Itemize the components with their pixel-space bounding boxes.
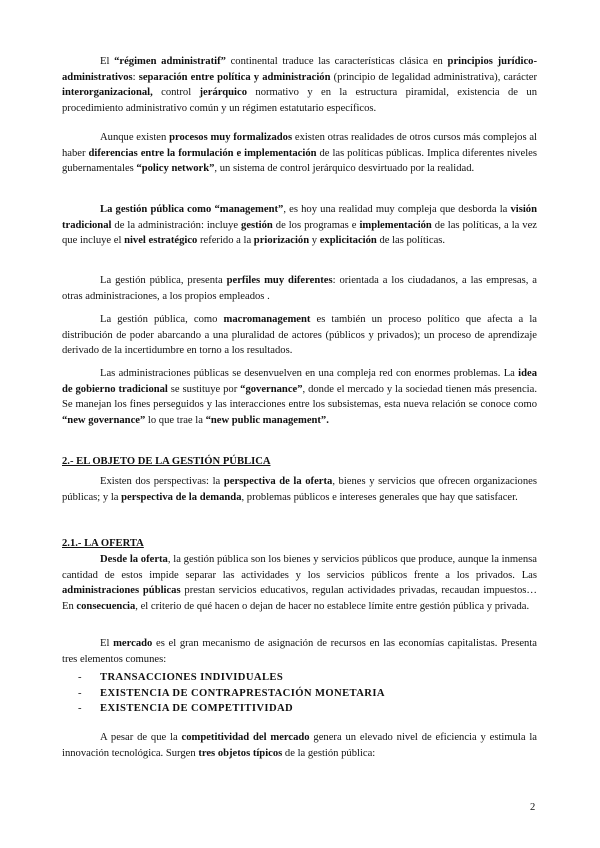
list-item-text: EXISTENCIA DE COMPETITIVIDAD xyxy=(100,703,294,714)
bold-text-run: procesos muy formalizados xyxy=(169,132,293,143)
text-run: control xyxy=(152,87,200,98)
list-item xyxy=(78,701,385,717)
text-run: normativo y en la estructura piramidal, existencia de un procedimiento administrativo común y un régimen estatutario específicos. xyxy=(62,87,537,114)
paragraph-gestion-management xyxy=(62,202,537,249)
list-dash: - xyxy=(78,687,82,699)
text-run: La gestión pública, como xyxy=(100,314,224,325)
text-run: es también un proceso político que afecta a la distribución de poder abarcando a una pluralidad de actores (públicos y privados); un proceso de aprendizaje derivado de la incertidumbre en torno a los resultados. xyxy=(62,314,537,356)
bold-text-run: “régimen administratif” xyxy=(114,56,226,67)
bold-text-run: “governance” xyxy=(240,383,303,395)
text-run: de las políticas, a la vez que incluye el xyxy=(62,219,538,246)
text-run: El xyxy=(100,56,115,67)
list-item xyxy=(78,686,385,702)
text-run: existen otras realidades de otros cursos más complejos al haber xyxy=(62,132,537,159)
text-run: de la gestión pública: xyxy=(282,747,376,759)
paragraph-governance xyxy=(62,366,537,428)
paragraph-macromanagement xyxy=(62,312,537,359)
text-run: prestan servicios educativos, regulan actividades privadas, recaudan impuestos… En xyxy=(62,585,537,612)
bold-text-run: “policy network” xyxy=(136,163,215,174)
text-run: y xyxy=(309,235,320,246)
text-run: Las administraciones públicas se desenvuelven en una compleja red con enormes problemas. La xyxy=(100,368,519,379)
text-run: es el gran mecanismo de asignación de recursos en las economías capitalistas. Presenta tres elementos comunes: xyxy=(62,638,537,665)
text-run: A pesar de que la xyxy=(100,732,182,743)
bold-text-run: perspectiva de la demanda xyxy=(121,491,242,503)
bold-text-run: perfiles muy diferentes xyxy=(226,275,333,286)
bold-text-run: implementación xyxy=(359,219,432,231)
bold-text-run: tres objetos típicos xyxy=(198,747,283,759)
bold-text-run: consecuencia xyxy=(76,600,136,612)
text-run: : xyxy=(132,71,139,83)
bold-text-run: perspectiva de la oferta xyxy=(223,476,333,487)
text-run: , el criterio de qué hacen o dejan de hacer no establece límite entre gestión pública y privada. xyxy=(135,600,530,612)
text-run: continental traduce las características clásica en xyxy=(225,56,448,67)
bold-text-run: priorización xyxy=(253,235,310,246)
text-run: , es hoy una realidad muy compleja que desborda la xyxy=(283,204,511,215)
bold-text-run: administraciones públicas xyxy=(62,585,181,596)
list-item-text: EXISTENCIA DE CONTRAPRESTACIÓN MONETARIA xyxy=(100,687,385,699)
paragraph-competitividad xyxy=(62,730,537,761)
list-dash: - xyxy=(78,703,82,714)
text-run: , la gestión pública son los bienes y servicios públicos que produce, aunque la inmensa cantidad de estos impide separar las actividades y los servicios públicos frente a los privados. Las xyxy=(62,554,537,581)
text-run: se sustituye por xyxy=(167,383,241,395)
text-run: El xyxy=(100,638,114,649)
bold-text-run: macromanagement xyxy=(223,314,311,325)
bold-text-run: separación entre política y administración xyxy=(138,71,331,83)
text-run: (principio de legalidad administrativa), carácter xyxy=(330,71,537,83)
paragraph-perfiles xyxy=(62,273,537,304)
text-run: , bienes y servicios que ofrecen organizaciones públicas; y la xyxy=(62,476,537,503)
list-item-text: TRANSACCIONES INDIVIDUALES xyxy=(100,672,284,683)
text-run: lo que trae la xyxy=(145,414,206,426)
bold-text-run: nivel estratégico xyxy=(124,235,198,246)
text-run: genera un elevado nivel de eficiencia y estimula la innovación tecnológica. Surgen xyxy=(62,732,537,759)
bold-text-run: diferencias entre la formulación e implementación xyxy=(88,147,317,159)
bold-text-run: mercado xyxy=(113,638,153,649)
bold-text-run: La gestión pública como “management” xyxy=(100,204,284,215)
bold-text-run: principios jurídico-administrativos xyxy=(62,56,537,83)
bold-text-run: “new governance” xyxy=(62,414,146,426)
bold-text-run: Desde la oferta xyxy=(100,554,168,565)
paragraph-perspectivas xyxy=(62,474,537,505)
list-dash: - xyxy=(78,672,82,683)
text-run: La gestión pública, presenta xyxy=(100,275,227,286)
bold-text-run: idea de gobierno tradicional xyxy=(62,368,537,395)
section-heading-objeto: 2.- EL OBJETO DE LA GESTIÓN PÚBLICA xyxy=(62,456,271,467)
paragraph-mercado xyxy=(62,636,537,667)
text-run: Aunque existen xyxy=(100,132,170,143)
bold-text-run: interorganizacional, xyxy=(62,87,153,98)
text-run: , problemas públicos e intereses generales que hay que satisfacer. xyxy=(241,491,518,503)
paragraph-desde-la-oferta xyxy=(62,552,537,614)
text-run: de las políticas. xyxy=(376,235,446,246)
text-run: referido a la xyxy=(197,235,254,246)
text-run: de las políticas públicas. Implica diferentes niveles gubernamentales xyxy=(62,147,538,174)
bold-text-run: competitividad del mercado xyxy=(181,732,310,743)
bold-text-run: “new public management”. xyxy=(205,414,329,426)
bold-text-run: gestión xyxy=(241,219,273,231)
text-run: de los programas e xyxy=(272,219,360,231)
market-elements-list xyxy=(78,670,385,717)
section-heading-oferta: 2.1.- LA OFERTA xyxy=(62,538,144,549)
text-run: , un sistema de control jerárquico desvirtuado por la realidad. xyxy=(214,163,475,174)
text-run: de la administración: incluye xyxy=(111,219,242,231)
bold-text-run: visión tradicional xyxy=(62,204,537,231)
bold-text-run: explicitación xyxy=(319,235,377,246)
list-item xyxy=(78,670,385,686)
page-number: 2 xyxy=(530,802,536,813)
text-run: Existen dos perspectivas: la xyxy=(100,476,224,487)
text-run: : orientada a los ciudadanos, a las empresas, a otras administraciones, a los propios empleados . xyxy=(62,275,537,302)
paragraph-procesos-formalizados xyxy=(62,130,537,177)
bold-text-run: jerárquico xyxy=(199,87,247,98)
paragraph-regimen-administratif xyxy=(62,54,537,116)
text-run: , donde el mercado y la sociedad tienen más presencia. Se manejan los fines perseguidos y las interacciones entre los subsistemas, esta nueva relación se conoce como xyxy=(62,383,537,410)
